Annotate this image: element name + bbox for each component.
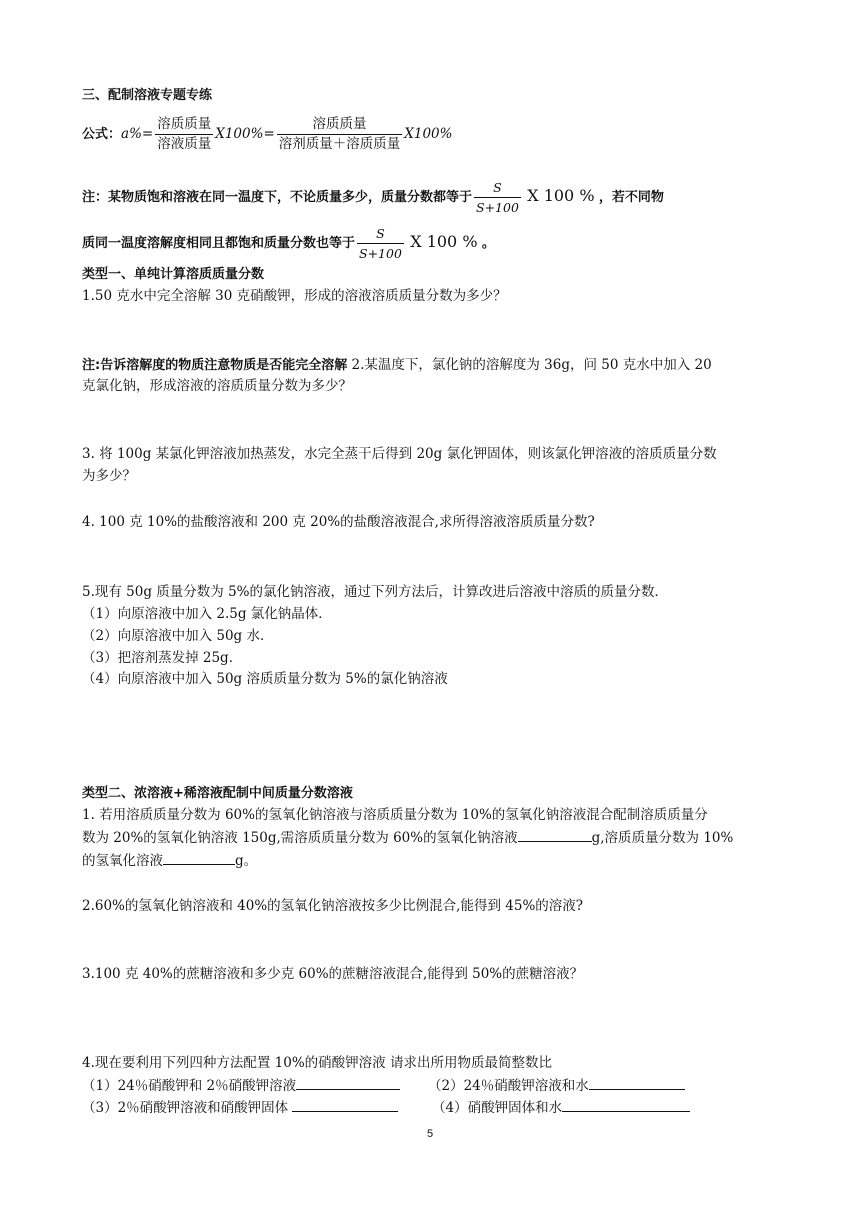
s-fraction (474, 178, 521, 217)
q5-item: （1）向原溶液中加入 2.5g 氯化钠晶体． (82, 606, 332, 622)
times-100-percent: X 100 % (410, 232, 478, 251)
fraction-numerator: S (474, 178, 521, 198)
type2-question-2: 2.60%的氢氧化钠溶液和 40%的氢氧化钠溶液按多少比例混合,能得到 45%的溶液? (82, 898, 584, 914)
type1-heading: 类型一、单纯计算溶质质量分数 (82, 267, 265, 282)
type1-question-1: 1.50 克水中完全溶解 30 克硝酸钾，形成的溶液溶质质量分数为多少？ (82, 288, 507, 304)
note-text-end: ，若不同物 (598, 190, 664, 205)
times-100-percent: X 100 % (527, 186, 595, 205)
type1-question-3-line-1: 3. 将 100g 某氯化钾溶液加热蒸发，水完全蒸干后得到 20g 氯化钾固体，则该氯化钾溶液的溶质质量分数 (82, 446, 717, 462)
question-text: g,溶质质量分数为 10% (591, 830, 734, 846)
type2-question-4: 4.现在要利用下列四种方法配置 10%的硝酸钾溶液 请求出所用物质最简整数比 (82, 1055, 552, 1071)
q4-option: （1）24％硝酸钾和 2％硝酸钾溶液 (82, 1078, 297, 1094)
question-text: 的氢氧化溶液 (82, 853, 163, 869)
formula-line: 公式：a%= $\frac{\text{溶质质量}}{\text{溶液质量}}$ X100%= $\frac{\text{溶质质量}}{\text{溶剂质量＋溶质质量}}$ X100% (82, 116, 453, 152)
q5-item: （2）向原溶液中加入 50g 水． (82, 628, 274, 644)
answer-blank[interactable] (292, 1097, 398, 1112)
formula-fraction-2 (277, 115, 403, 154)
formula-lhs: a% (121, 126, 142, 142)
type2-heading: 类型二、浓溶液+稀溶液配制中间质量分数溶液 (82, 786, 353, 801)
s-fraction (357, 224, 404, 263)
question-2-text: 2.某温度下，氯化钠的溶解度为 36g，问 50 克水中加入 20 (347, 357, 712, 373)
q4-option-row-1 (82, 1075, 400, 1096)
formula-times-1: X100% (215, 126, 264, 142)
note-saturated-line-1 (82, 176, 664, 218)
formula-times-2: X100% (404, 126, 453, 142)
q4-option-row-2 (82, 1097, 398, 1118)
q5-item: （4）向原溶液中加入 50g 溶质质量分数为 5%的氯化钠溶液 (82, 671, 448, 687)
note-text: 质同一温度溶解度相同且都饱和质量分数也等于 (82, 236, 356, 251)
q4-option-row-2b (432, 1097, 690, 1118)
answer-blank[interactable] (562, 1097, 690, 1112)
fraction-denominator: S+100 (359, 246, 402, 261)
formula-fraction-1 (155, 115, 213, 154)
answer-blank[interactable] (296, 1075, 400, 1090)
answer-blank[interactable] (589, 1075, 685, 1090)
fraction-denominator: 溶剂质量＋溶质质量 (278, 136, 401, 152)
note-period: 。 (481, 236, 495, 251)
note-text: 注：某物质饱和溶液在同一温度下，不论质量多少，质量分数都等于 (82, 190, 473, 205)
fraction-numerator: 溶质质量 (155, 115, 213, 135)
type2-question-1-line-1: 1. 若用溶质质量分数为 60%的氢氧化钠溶液与溶质质量分数为 10%的氢氧化钠溶液混合配制溶质质量分 (82, 807, 708, 823)
type1-question-3-line-2: 为多少？ (82, 468, 136, 484)
q4-option: （4）硝酸钾固体和水 (432, 1100, 563, 1116)
q4-option: （3）2％硝酸钾溶液和硝酸钾固体 (82, 1100, 289, 1116)
type2-question-1-line-2 (82, 827, 733, 848)
type1-question-2-line-1 (82, 355, 712, 376)
question-text: g。 (235, 853, 258, 869)
type2-question-3: 3.100 克 40%的蔗糖溶液和多少克 60%的蔗糖溶液混合,能得到 50%的蔗糖溶液？ (82, 966, 584, 982)
section-title: 三、配制溶液专题专练 (82, 88, 213, 103)
question-text: 数为 20%的氢氧化钠溶液 150g,需溶质质量分数为 60%的氢氧化钠溶液 (82, 830, 518, 846)
note-dissolve: 注:告诉溶解度的物质注意物质是否能完全溶解 (82, 358, 348, 373)
q5-item: （3）把溶剂蒸发掉 25g． (82, 650, 243, 666)
fraction-denominator: S+100 (476, 200, 519, 215)
note-saturated-line-2 (82, 222, 495, 264)
answer-blank[interactable] (163, 850, 235, 865)
q4-option: （2）24％硝酸钾溶液和水 (428, 1078, 589, 1094)
type2-question-1-line-3 (82, 850, 257, 871)
fraction-numerator: S (357, 224, 404, 244)
q4-option-row-1b (428, 1075, 685, 1096)
answer-blank[interactable] (518, 827, 592, 842)
fraction-numerator: 溶质质量 (277, 115, 403, 135)
type1-question-5: 5.现有 50g 质量分数为 5%的氯化钠溶液，通过下列方法后，计算改进后溶液中溶质的质量分数． (82, 584, 668, 600)
fraction-denominator: 溶液质量 (157, 136, 212, 152)
page-number: 5 (426, 1128, 434, 1140)
formula-label: 公式： (82, 127, 122, 142)
type1-question-4: 4. 100 克 10%的盐酸溶液和 200 克 20%的盐酸溶液混合,求所得溶液溶质质量分数? (82, 514, 595, 530)
type1-question-2-line-2: 克氯化钠，形成溶液的溶质质量分数为多少？ (82, 378, 352, 394)
